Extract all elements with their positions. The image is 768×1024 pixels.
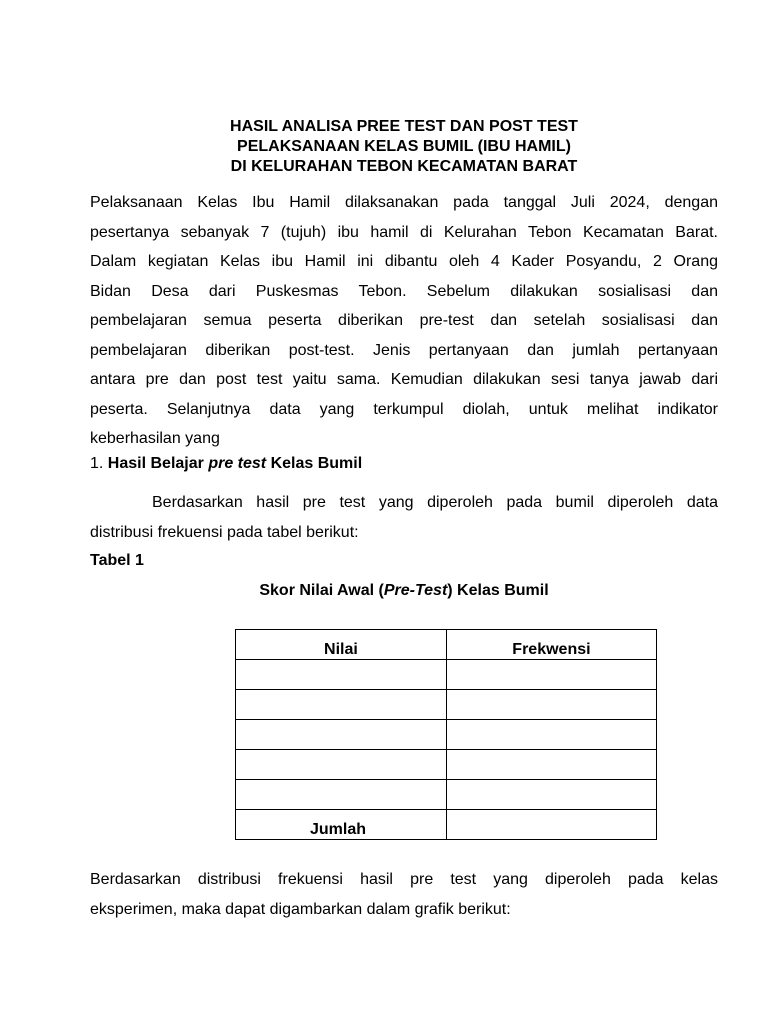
table-cell <box>446 660 656 690</box>
section-1-paragraph <box>90 488 718 547</box>
intro-line: antara pre dan post test yaitu sama. Kemudian dilakukan sesi tanya jawab dari <box>90 371 718 388</box>
table-title-part1: Skor Nilai Awal ( <box>259 582 384 599</box>
table-row <box>236 750 657 780</box>
section-paragraph-line: distribusi frekuensi pada tabel berikut: <box>90 523 359 541</box>
section-number: 1. <box>90 455 104 472</box>
table-row <box>236 660 657 690</box>
intro-line: keberhasilan yang <box>90 430 220 447</box>
closing-paragraph <box>90 865 718 924</box>
table-row <box>236 780 657 810</box>
intro-line: Pelaksanaan Kelas Ibu Hamil dilaksanakan pada tanggal Juli 2024, dengan <box>90 194 718 211</box>
intro-line: pembelajaran diberikan post-test. Jenis pertanyaan dan jumlah pertanyaan <box>90 341 718 359</box>
title-line-3: DI KELURAHAN TEBON KECAMATAN BARAT <box>230 158 578 175</box>
table-total-row <box>236 810 657 840</box>
total-label-cell: Jumlah <box>236 810 447 840</box>
intro-line: Bidan Desa dari Puskesmas Tebon. Sebelum dilakukan sosialisasi dan <box>90 282 718 300</box>
table-cell <box>236 750 447 780</box>
intro-line: Dalam kegiatan Kelas ibu Hamil ini dibantu oleh 4 Kader Posyandu, 2 Orang <box>90 253 718 270</box>
table-cell <box>446 750 656 780</box>
section-paragraph-line: Berdasarkan hasil pre test yang diperoleh pada bumil diperoleh data <box>152 494 718 511</box>
section-1-heading <box>90 452 362 476</box>
table-title <box>90 579 718 603</box>
table-cell <box>236 780 447 810</box>
table-cell <box>236 660 447 690</box>
table-row <box>236 690 657 720</box>
table-cell <box>446 720 656 750</box>
section-heading-part3: Kelas Bumil <box>270 455 363 472</box>
intro-paragraph <box>90 188 718 454</box>
section-heading-part1: Hasil Belajar <box>107 455 204 472</box>
table-title-part2: Pre-Test <box>383 582 448 599</box>
title-line-1: HASIL ANALISA PREE TEST DAN POST TEST <box>230 118 578 135</box>
column-header-frekwensi: Frekwensi <box>446 630 656 660</box>
column-header-nilai: Nilai <box>236 630 447 660</box>
table-cell <box>236 720 447 750</box>
document-title <box>90 117 718 177</box>
intro-line: peserta. Selanjutnya data yang terkumpul diolah, untuk melihat indikator <box>90 400 718 418</box>
title-line-2: PELAKSANAAN KELAS BUMIL (IBU HAMIL) <box>237 138 571 155</box>
table-label: Tabel 1 <box>90 552 144 569</box>
section-heading-part2: pre test <box>208 455 267 472</box>
total-value-cell <box>446 810 656 840</box>
table-cell <box>446 690 656 720</box>
closing-line: eksperimen, maka dapat digambarkan dalam grafik berikut: <box>90 900 511 918</box>
intro-line: pembelajaran semua peserta diberikan pre-test dan setelah sosialisasi dan <box>90 312 718 329</box>
table-header-row <box>236 630 657 660</box>
table-cell <box>446 780 656 810</box>
table-cell <box>236 690 447 720</box>
frequency-table <box>235 629 657 840</box>
table-row <box>236 720 657 750</box>
intro-line: pesertanya sebanyak 7 (tujuh) ibu hamil di Kelurahan Tebon Kecamatan Barat. <box>90 223 718 241</box>
closing-line: Berdasarkan distribusi frekuensi hasil pre test yang diperoleh pada kelas <box>90 871 718 888</box>
table-title-part3: ) Kelas Bumil <box>447 582 549 599</box>
